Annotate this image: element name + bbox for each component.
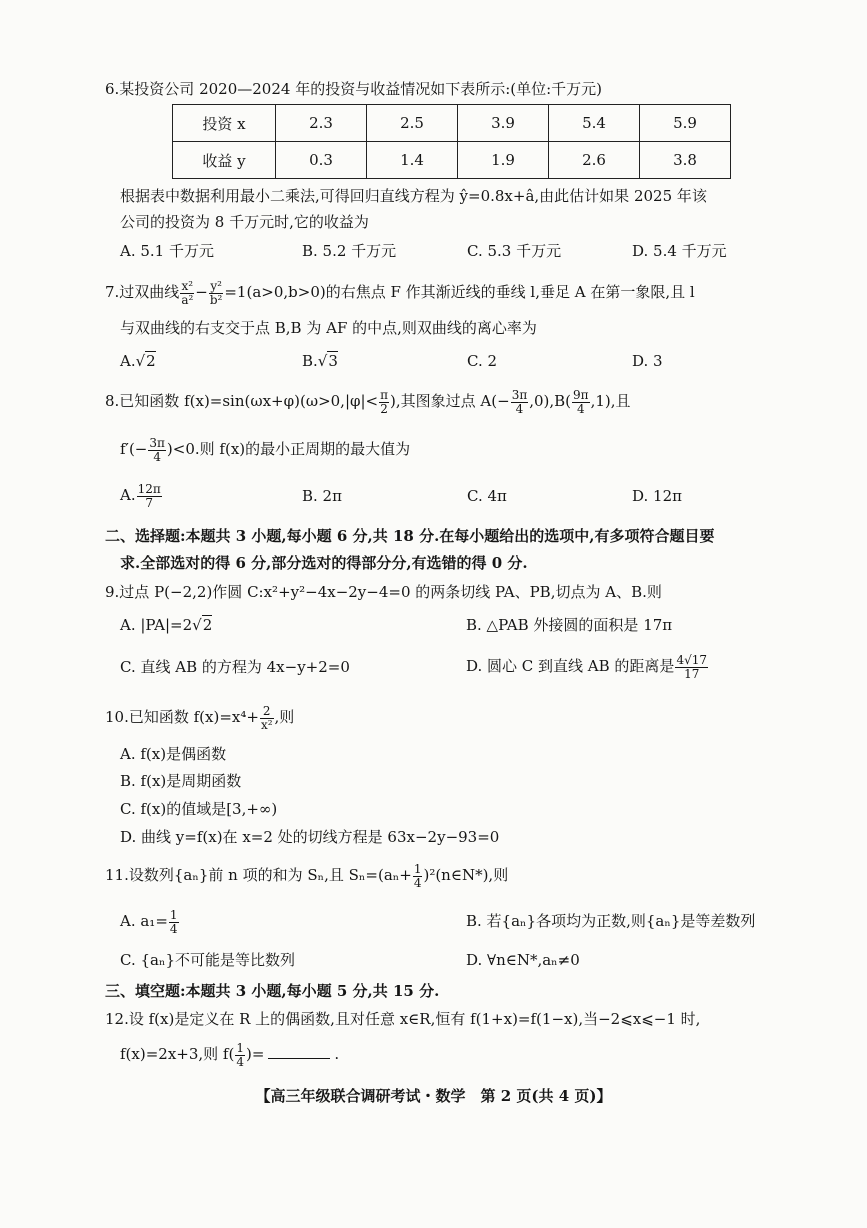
table-cell: 3.8: [640, 142, 731, 179]
q8-fraction-pi-2: [379, 389, 389, 416]
q11-stem-post: )²(n∈N*),则: [423, 866, 509, 884]
fraction-denominator: 7: [145, 495, 153, 510]
q7-option-d: D. 3: [632, 352, 663, 370]
q6-option-d: D. 5.4 千万元: [632, 242, 727, 260]
fraction-denominator: 4: [576, 401, 585, 416]
q9-option-a: A. |PA|=2√2: [120, 616, 213, 634]
fraction-numerator: 1: [169, 907, 178, 922]
table-header-cell: 收益 y: [173, 142, 276, 179]
q11-option-a-fraction: [169, 909, 179, 936]
q8-fraction-9pi-4: [572, 389, 590, 416]
q12-line2: [120, 1039, 339, 1069]
table-row: [173, 105, 731, 142]
fraction-denominator: 17: [684, 666, 700, 681]
q12-line2-post: )=: [245, 1045, 265, 1063]
fraction-denominator: 2: [380, 401, 388, 416]
fraction-denominator: 4: [413, 875, 422, 890]
q7-fraction-x: [180, 280, 194, 307]
q12-line2-end: .: [334, 1045, 340, 1063]
q9-option-c: C. 直线 AB 的方程为 4x−y+2=0: [120, 658, 350, 676]
fraction-denominator: 4: [169, 921, 178, 936]
fraction-numerator: 3π: [149, 435, 165, 450]
q8-stem: [105, 386, 631, 416]
fraction-numerator: π: [380, 387, 389, 402]
q7-stem-post: =1(a>0,b>0)的右焦点 F 作其渐近线的垂线 l,垂足 A 在第一象限,且 l: [224, 283, 695, 301]
q10-option-d: D. 曲线 y=f(x)在 x=2 处的切线方程是 63x−2y−93=0: [120, 828, 500, 846]
table-row: [173, 142, 731, 179]
q8-stem-pre: 8.已知函数 f(x)=sin(ωx+φ)(ω>0,|φ|<: [105, 392, 379, 410]
q6-option-b: B. 5.2 千万元: [302, 242, 397, 260]
fraction-numerator: 9π: [573, 387, 589, 402]
fraction-denominator: 4: [153, 449, 161, 464]
q11-stem-pre: 11.设数列{aₙ}前 n 项的和为 Sₙ,且 Sₙ=(aₙ+: [105, 866, 412, 884]
q12-line2-pre: f(x)=2x+3,则 f(: [120, 1045, 235, 1063]
q6-line2: 公司的投资为 8 千万元时,它的收益为: [120, 213, 369, 231]
table-cell: 5.9: [640, 105, 731, 142]
fraction-denominator: b²: [209, 292, 223, 307]
q11-option-d: D. ∀n∈N*,aₙ≠0: [466, 951, 580, 969]
fraction-numerator: y²: [210, 278, 222, 293]
option-label: A.: [120, 486, 136, 504]
option-label: A.: [120, 352, 136, 370]
q8-stem-mid2: ,0),B(: [529, 392, 572, 410]
table-cell: 5.4: [549, 105, 640, 142]
section2-heading: 二、选择题:本题共 3 小题,每小题 6 分,共 18 分.在每小题给出的选项中,有多项符合题目要: [105, 527, 715, 545]
option-text: A. |PA|=2: [120, 616, 193, 634]
radicand: 2: [202, 616, 213, 634]
q6-option-c: C. 5.3 千万元: [467, 242, 562, 260]
q10-fraction: [260, 705, 274, 732]
table-cell: 1.4: [367, 142, 458, 179]
q8-option-a: [120, 480, 163, 510]
table-cell: 2.5: [367, 105, 458, 142]
q7-fraction-y: [209, 280, 224, 307]
investment-table: [172, 104, 731, 179]
q10-stem-post: ,则: [274, 708, 295, 726]
option-label: B.: [302, 352, 318, 370]
q7-stem: [105, 277, 695, 307]
q11-fraction: [413, 863, 423, 890]
fraction-numerator: 12π: [137, 481, 161, 496]
table-cell: 1.9: [458, 142, 549, 179]
q8-option-a-fraction: [137, 483, 162, 510]
fraction-numerator: 1: [236, 1040, 244, 1055]
q11-option-c: C. {aₙ}不可能是等比数列: [120, 951, 295, 969]
page-footer: 【高三年级联合调研考试・数学 第 2 页(共 4 页)】: [255, 1087, 612, 1105]
q7-option-c: C. 2: [467, 352, 498, 370]
fraction-numerator: 2: [260, 705, 274, 719]
q9-option-d-fraction: [675, 654, 708, 681]
fraction-denominator: 4: [515, 401, 524, 416]
q8-option-b: B. 2π: [302, 487, 342, 505]
radicand: 2: [146, 352, 156, 370]
q6-line1: 根据表中数据利用最小二乘法,可得回归直线方程为 ŷ=0.8x+â,由此估计如果 2025 年该: [120, 187, 707, 205]
q7-option-b: B.√3: [302, 352, 338, 370]
fraction-numerator: x²: [181, 278, 194, 293]
q11-option-b: B. 若{aₙ}各项均为正数,则{aₙ}是等差数列: [466, 912, 756, 930]
q8-line2-post: )<0.则 f(x)的最小正周期的最大值为: [166, 440, 411, 458]
q6-stem: 6.某投资公司 2020—2024 年的投资与收益情况如下表所示:(单位:千万元): [105, 80, 603, 98]
q8-fraction-3pi-4: [511, 389, 529, 416]
minus-sign: −: [195, 283, 208, 301]
q12-line1: 12.设 f(x)是定义在 R 上的偶函数,且对任意 x∈R,恒有 f(1+x)=f(1−x),当−2⩽x⩽−1 时,: [105, 1010, 701, 1028]
table-cell: 2.3: [276, 105, 367, 142]
q7-line2: 与双曲线的右支交于点 B,B 为 AF 的中点,则双曲线的离心率为: [120, 319, 537, 337]
q8-stem-mid: ),其图象过点 A(−: [390, 392, 510, 410]
radicand: 3: [328, 352, 338, 370]
q7-option-a: A.√2: [120, 352, 156, 370]
q11-option-a: [120, 906, 180, 936]
fraction-denominator: x²: [260, 717, 273, 732]
q8-line2-pre: f′(−: [120, 440, 148, 458]
option-text: A. a₁=: [120, 912, 168, 930]
q10-option-b: B. f(x)是周期函数: [120, 772, 242, 790]
q10-option-a: A. f(x)是偶函数: [120, 745, 227, 763]
fraction-numerator: 4√17: [676, 652, 707, 667]
q9-stem: 9.过点 P(−2,2)作圆 C:x²+y²−4x−2y−4=0 的两条切线 PA、PB,切点为 A、B.则: [105, 583, 662, 601]
table-header-cell: 投资 x: [173, 105, 276, 142]
q8-line2: [120, 434, 410, 464]
table-cell: 2.6: [549, 142, 640, 179]
section2-heading-line2: 求.全部选对的得 6 分,部分选对的得部分分,有选错的得 0 分.: [120, 554, 528, 572]
q11-stem: [105, 860, 508, 890]
option-text: D. 圆心 C 到直线 AB 的距离是: [466, 657, 675, 675]
q6-option-a: A. 5.1 千万元: [120, 242, 214, 260]
answer-blank: [268, 1058, 330, 1059]
q8-stem-post: ,1),且: [590, 392, 631, 410]
table-cell: 0.3: [276, 142, 367, 179]
q9-option-d: [466, 651, 709, 681]
q8-option-d: D. 12π: [632, 487, 682, 505]
section3-heading: 三、填空题:本题共 3 小题,每小题 5 分,共 15 分.: [105, 982, 440, 1000]
q10-stem-pre: 10.已知函数 f(x)=x⁴+: [105, 708, 259, 726]
q7-stem-pre: 7.过双曲线: [105, 283, 180, 301]
fraction-numerator: 1: [413, 861, 422, 876]
q10-option-c: C. f(x)的值域是[3,+∞): [120, 800, 278, 818]
q10-stem: [105, 702, 294, 732]
q12-fraction: [235, 1042, 245, 1069]
fraction-denominator: 4: [236, 1054, 244, 1069]
fraction-numerator: 3π: [511, 387, 528, 402]
q9-option-b: B. △PAB 外接圆的面积是 17π: [466, 616, 673, 634]
q8-option-c: C. 4π: [467, 487, 507, 505]
fraction-denominator: a²: [181, 292, 194, 307]
table-cell: 3.9: [458, 105, 549, 142]
q8-fraction-3pi-4b: [148, 437, 166, 464]
